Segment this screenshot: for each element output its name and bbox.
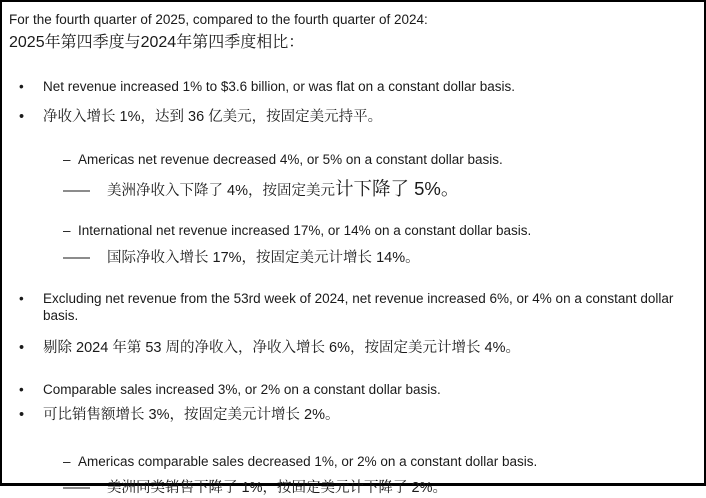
heading-english (8, 11, 698, 28)
sub-americas-comparable-sales-cn-text: 美洲同类销售下降了 1%，按固定美元计下降了 2%。 (107, 480, 447, 496)
sub-americas-comparable-sales-en-text: Americas comparable sales decreased 1%, or 2% on a constant dollar basis. (78, 454, 538, 469)
bullet-icon: • (19, 79, 24, 94)
bullet-comparable-sales-cn-text: 可比销售额增长 3%，按固定美元计增长 2%。 (43, 407, 340, 423)
bullet-net-revenue-en-text: Net revenue increased 1% to $3.6 billion, or was flat on a constant dollar basis. (43, 79, 516, 94)
sub-americas-net-revenue-en (8, 151, 698, 168)
sub-americas-comparable-sales-en (8, 453, 698, 470)
bullet-comparable-sales-en (8, 381, 698, 398)
dash-icon: – (63, 454, 71, 469)
bullet-icon: • (19, 382, 24, 397)
text-normal-segment: 美洲净收入下降了 4%，按固定美元 (107, 183, 335, 199)
sub-international-net-revenue-cn (8, 249, 698, 268)
bullet-excluding-53rd-week-cn (8, 339, 698, 358)
double-dash-icon: —— (63, 250, 88, 266)
bullet-icon: • (19, 340, 25, 356)
double-dash-icon: —— (63, 480, 88, 496)
bullet-excluding-53rd-week-en-text: Excluding net revenue from the 53rd week of 2024, net revenue increased 6%, or 4% on a constant dollar basis. (43, 291, 674, 323)
bullet-excluding-53rd-week-cn-text: 剔除 2024 年第 53 周的净收入，净收入增长 6%，按固定美元计增长 4%。 (43, 340, 520, 356)
sub-americas-net-revenue-cn (8, 179, 698, 201)
bullet-comparable-sales-en-text: Comparable sales increased 3%, or 2% on a constant dollar basis. (43, 382, 441, 397)
heading-chinese-text: 2025年第四季度与2024年第四季度相比： (9, 34, 305, 51)
bullet-net-revenue-cn (8, 108, 698, 127)
double-dash-icon: —— (63, 183, 88, 199)
sub-americas-comparable-sales-cn (8, 479, 698, 498)
sub-americas-net-revenue-en-text: Americas net revenue decreased 4%, or 5% on a constant dollar basis. (78, 152, 503, 167)
dash-icon: – (63, 152, 71, 167)
bullet-excluding-53rd-week-en (8, 290, 698, 324)
heading-chinese (8, 32, 698, 53)
bullet-net-revenue-en (8, 78, 698, 95)
dash-icon: – (63, 223, 71, 238)
sub-international-net-revenue-en (8, 222, 698, 239)
heading-english-text: For the fourth quarter of 2025, compared to the fourth quarter of 2024: (9, 12, 428, 27)
bullet-net-revenue-cn-text: 净收入增长 1%，达到 36 亿美元，按固定美元持平。 (43, 109, 383, 125)
bullet-icon: • (19, 407, 25, 423)
sub-international-net-revenue-cn-text: 国际净收入增长 17%，按固定美元计增长 14%。 (107, 250, 420, 266)
sub-americas-net-revenue-cn-text (107, 179, 698, 201)
text-large-segment: 计下降了 5%。 (334, 178, 460, 199)
bullet-comparable-sales-cn (8, 406, 698, 425)
bullet-icon: • (19, 109, 25, 125)
bullet-icon: • (19, 291, 24, 306)
sub-international-net-revenue-en-text: International net revenue increased 17%, or 14% on a constant dollar basis. (78, 223, 532, 238)
